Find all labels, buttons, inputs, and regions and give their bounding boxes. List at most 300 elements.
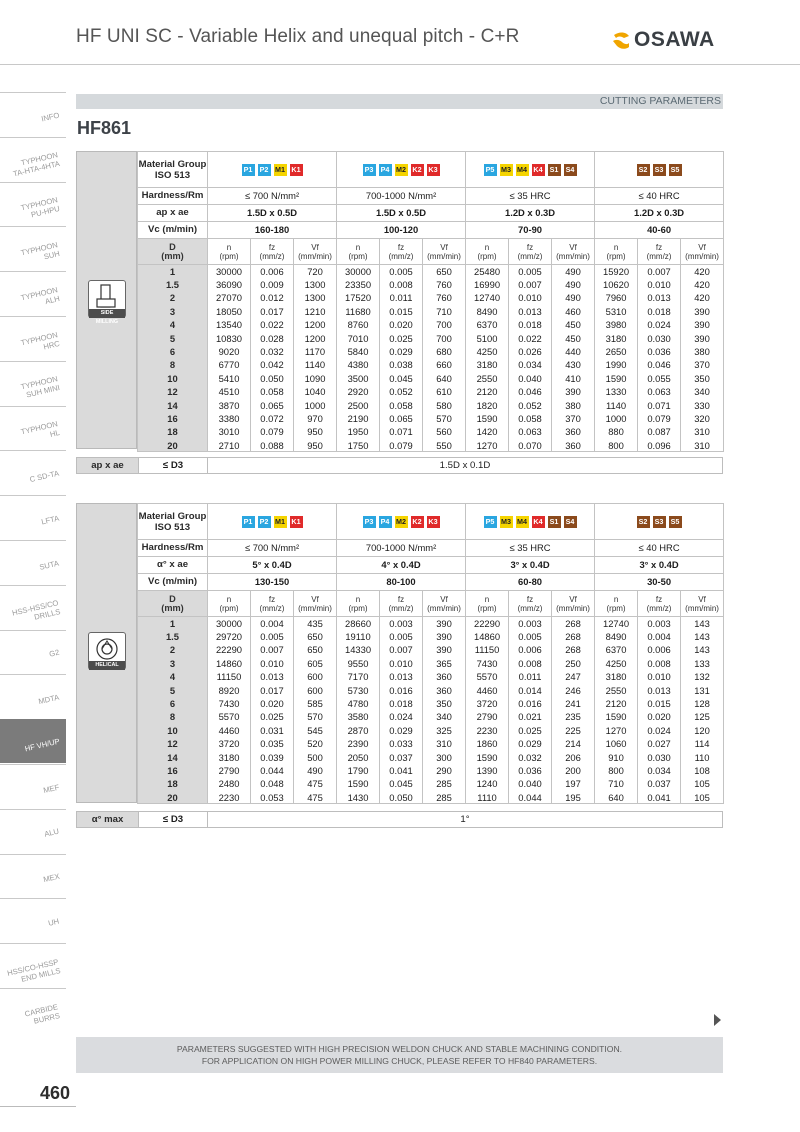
side-tab-label: TYPHOON PU-HPU [20,195,62,220]
table-cell: 0.096 [638,439,681,452]
table-cell: 225 [552,724,595,737]
section-title: CUTTING PARAMETERS [599,95,721,107]
material-chip: K2 [412,516,422,526]
side-tab-label: TYPHOON TA-HTA-4HTA [12,150,62,179]
table-row [138,657,724,670]
table-cell: 12740 [466,291,509,304]
table-cell: 360 [423,670,466,683]
table-cell: 11150 [466,643,509,656]
table-cell: 1420 [466,425,509,438]
table-cell: 6370 [466,318,509,331]
table-cell: 0.013 [380,670,423,683]
material-chip-group [484,516,577,528]
table-cell: 0.007 [380,643,423,656]
table-cell: 23350 [337,278,380,291]
table-cell: 380 [552,398,595,411]
table-cell: 120 [681,724,724,737]
table-cell: 0.034 [509,358,552,371]
table-cell: 5310 [595,305,638,318]
table-cell: 500 [294,750,337,763]
table-cell: 9020 [208,345,251,358]
table-cell: 550 [423,439,466,452]
material-chip: S2 [637,516,650,528]
table-cell: 14860 [208,657,251,670]
table-cell: 970 [294,412,337,425]
side-tab-label: MEF [42,782,61,795]
table-cell: 320 [681,412,724,425]
table-cell: 1590 [595,372,638,385]
material-chip: S1 [548,516,561,528]
table-cell: 0.045 [380,777,423,790]
table-cell: 650 [294,630,337,643]
table-cell: 640 [595,791,638,804]
table-cell: 3180 [595,331,638,344]
table-cell: 246 [552,683,595,696]
table-cell: 560 [423,425,466,438]
material-chip-group [363,516,440,528]
table-cell: 0.010 [638,278,681,291]
table-cell: 0.020 [638,710,681,723]
table-cell: 0.044 [509,791,552,804]
table-row [138,630,724,643]
table-cell: 0.046 [638,358,681,371]
feed-per-tooth-header: fz (mm/z) [251,239,294,265]
cutting-speed-value: 130-150 [208,574,337,591]
table-cell: 0.017 [251,683,294,696]
side-tab-12[interactable] [0,585,66,629]
table-cell: 0.018 [638,305,681,318]
table-cell: 390 [423,630,466,643]
table-row [138,345,724,358]
diameter-cell: 8 [138,358,208,371]
table-cell: 3720 [208,737,251,750]
side-tab-9[interactable] [0,450,66,494]
side-tab-1[interactable] [0,92,66,136]
table-cell: 2790 [466,710,509,723]
table-cell: 0.027 [638,737,681,750]
table-cell: 585 [294,697,337,710]
table-cell: 430 [552,358,595,371]
table-cell: 0.048 [251,777,294,790]
side-tab-8[interactable] [0,406,66,450]
speed-header: n (rpm) [466,239,509,265]
side-tab-5[interactable] [0,271,66,315]
hardness-value: ≤ 700 N/mm² [208,188,337,205]
table-cell: 0.024 [638,318,681,331]
table-cell: 0.029 [380,345,423,358]
side-tab-10[interactable] [0,495,66,539]
helical-panel [76,503,723,803]
side-milling-icon [88,280,126,325]
table-cell: 0.030 [638,331,681,344]
side-tab-21[interactable] [0,988,66,1032]
table-cell: 3580 [337,710,380,723]
table-cell: 1200 [294,318,337,331]
table-cell: 0.021 [509,710,552,723]
table-cell: 25480 [466,265,509,278]
table-cell: 1000 [294,398,337,411]
diameter-cell: 20 [138,791,208,804]
table-cell: 1200 [294,331,337,344]
table-cell: 0.052 [509,398,552,411]
table-row [138,737,724,750]
material-chip: S1 [548,164,561,176]
table-cell: 0.025 [509,724,552,737]
table-cell: 1210 [294,305,337,318]
table-cell: 0.020 [251,697,294,710]
table-row [138,318,724,331]
table-cell: 2500 [337,398,380,411]
speed-header: n (rpm) [208,239,251,265]
table-cell: 8760 [337,318,380,331]
table-cell: 105 [681,791,724,804]
table-cell: 114 [681,737,724,750]
side-tab-14[interactable] [0,674,66,718]
table-cell: 390 [423,617,466,630]
table-row [138,643,724,656]
feed-rate-header: Vf (mm/min) [423,239,466,265]
next-page-arrow-icon[interactable] [714,1014,721,1026]
diameter-cell: 5 [138,331,208,344]
table-cell: 0.058 [509,412,552,425]
table-cell: 0.058 [380,398,423,411]
side-tab-3[interactable] [0,182,66,226]
table-cell: 2120 [466,385,509,398]
table-cell: 490 [552,291,595,304]
diameter-cell: 5 [138,683,208,696]
table-cell: 235 [552,710,595,723]
table-row [138,278,724,291]
table-cell: 9550 [337,657,380,670]
cutting-speed-value: 30-50 [595,574,724,591]
material-group-row [138,504,724,540]
table-cell: 0.022 [251,318,294,331]
table-cell: 0.005 [509,265,552,278]
speed-header: n (rpm) [337,239,380,265]
diameter-header: D (mm) [138,239,208,265]
material-chip: P1 [242,516,255,528]
side-tab-17[interactable] [0,809,66,853]
cutting-speed-value: 60-80 [466,574,595,591]
table-cell: 410 [552,372,595,385]
table-cell: 0.029 [509,737,552,750]
table-row [138,385,724,398]
table-cell: 1270 [466,439,509,452]
table-cell: 3180 [208,750,251,763]
feed-per-tooth-header: fz (mm/z) [380,239,423,265]
table-cell: 0.007 [509,278,552,291]
table-cell: 380 [681,345,724,358]
table-cell: 0.036 [509,764,552,777]
table-cell: 0.071 [380,425,423,438]
feed-rate-header: Vf (mm/min) [294,239,337,265]
table-cell: 0.005 [380,630,423,643]
table-cell: 6370 [595,643,638,656]
cutting-speed-value: 100-120 [337,222,466,239]
side-tab-label: HF VH/UP [23,736,61,754]
material-chip: K4 [533,164,543,174]
table-cell: 10620 [595,278,638,291]
table-cell: 340 [423,710,466,723]
header-divider [0,64,800,65]
cutting-speed-row [138,222,724,239]
table-cell: 0.028 [251,331,294,344]
diameter-cell: 12 [138,737,208,750]
hardness-value: ≤ 35 HRC [466,540,595,557]
table-cell: 214 [552,737,595,750]
engagement-row [138,205,724,222]
footer-note [76,1037,723,1073]
table-cell: 1820 [466,398,509,411]
engagement-row [138,557,724,574]
material-chip: S3 [653,516,666,528]
table-cell: 310 [423,737,466,750]
material-chip-group [637,516,682,528]
side-milling-panel [76,151,723,449]
table-cell: 760 [423,291,466,304]
engagement-label: α° x ae [138,557,208,574]
table-cell: 360 [423,683,466,696]
table-cell: 0.038 [380,358,423,371]
side-tab-6[interactable] [0,316,66,360]
table-cell: 0.042 [251,358,294,371]
side-tab-19[interactable] [0,898,66,942]
table-cell: 420 [681,291,724,304]
table-cell: 2230 [466,724,509,737]
table-cell: 570 [294,710,337,723]
table-cell: 14860 [466,630,509,643]
osawa-logo [610,28,715,52]
material-group-chips [208,504,337,540]
table-cell: 300 [423,750,466,763]
table-cell: 197 [552,777,595,790]
material-chip: K2 [412,164,422,174]
table-cell: 2480 [208,777,251,790]
table-cell: 2870 [337,724,380,737]
cutting-speed-row [138,574,724,591]
table-cell: 0.008 [509,657,552,670]
table-cell: 108 [681,764,724,777]
side-tab-13[interactable] [0,630,66,674]
table-row [138,265,724,278]
table-cell: 605 [294,657,337,670]
hardness-value: ≤ 40 HRC [595,540,724,557]
diameter-cell: 16 [138,764,208,777]
side-tab-18[interactable] [0,854,66,898]
table-cell: 143 [681,643,724,656]
table-cell: 435 [294,617,337,630]
table-cell: 30000 [208,265,251,278]
material-chip: P5 [484,516,497,528]
table-cell: 3870 [208,398,251,411]
table-cell: 390 [681,305,724,318]
table-cell: 247 [552,670,595,683]
table-cell: 0.011 [380,291,423,304]
table-cell: 105 [681,777,724,790]
table-row [138,683,724,696]
table-cell: 3010 [208,425,251,438]
side-tab-7[interactable] [0,361,66,405]
hardness-row [138,540,724,557]
table-cell: 0.006 [251,265,294,278]
table-row [138,697,724,710]
side-tab-4[interactable] [0,226,66,270]
table-cell: 0.063 [509,425,552,438]
helical-parameters-table [137,503,724,804]
table-cell: 1860 [466,737,509,750]
cutting-speed-label: Vc (m/min) [138,222,208,239]
table-cell: 16990 [466,278,509,291]
table-cell: 390 [423,643,466,656]
table-cell: 310 [681,439,724,452]
table-cell: 0.004 [638,630,681,643]
table-cell: 1090 [294,372,337,385]
table-cell: 268 [552,643,595,656]
table-cell: 0.003 [509,617,552,630]
table-cell: 8490 [595,630,638,643]
diameter-cell: 4 [138,318,208,331]
material-chip: S4 [564,516,577,528]
table-cell: 2650 [595,345,638,358]
table-cell: 0.011 [509,670,552,683]
table-cell: 0.031 [251,724,294,737]
table-cell: 5570 [208,710,251,723]
table-cell: 0.050 [251,372,294,385]
table-cell: 0.050 [380,791,423,804]
table-cell: 0.070 [509,439,552,452]
table-cell: 10830 [208,331,251,344]
table-cell: 0.013 [509,305,552,318]
material-chip: P2 [258,516,271,528]
engagement-value: 4° x 0.4D [337,557,466,574]
table-cell: 0.024 [638,724,681,737]
table-cell: 27070 [208,291,251,304]
table-cell: 0.034 [638,764,681,777]
table-cell: 3380 [208,412,251,425]
table-cell: 1140 [595,398,638,411]
table-cell: 128 [681,697,724,710]
table-cell: 370 [681,358,724,371]
table-cell: 13540 [208,318,251,331]
table-cell: 0.008 [638,657,681,670]
table-cell: 7430 [208,697,251,710]
table-cell: 1300 [294,291,337,304]
side-tab-15[interactable] [0,719,66,763]
alpha-max-summary-row [76,811,723,828]
material-group-chips [466,152,595,188]
cutting-speed-value: 70-90 [466,222,595,239]
table-cell: 390 [681,318,724,331]
table-cell: 0.010 [251,657,294,670]
table-cell: 910 [595,750,638,763]
table-cell: 760 [423,278,466,291]
table-cell: 1590 [466,412,509,425]
summary-value: 1.5D x 0.1D [439,460,491,471]
material-chip: M3 [501,516,512,526]
side-tab-11[interactable] [0,540,66,584]
table-cell: 475 [294,777,337,790]
side-tab-label: ALU [43,826,61,840]
feed-per-tooth-header: fz (mm/z) [638,591,681,617]
table-cell: 310 [681,425,724,438]
table-cell: 1590 [337,777,380,790]
table-cell: 110 [681,750,724,763]
material-chip: M1 [275,516,286,526]
table-cell: 0.006 [638,643,681,656]
table-cell: 475 [294,791,337,804]
table-cell: 0.032 [509,750,552,763]
speed-header: n (rpm) [595,591,638,617]
diameter-cell: 10 [138,724,208,737]
column-header-row [138,591,724,617]
material-chip: S3 [653,164,666,176]
side-tab-2[interactable] [0,137,66,181]
table-cell: 545 [294,724,337,737]
speed-header: n (rpm) [595,239,638,265]
table-cell: 22290 [466,617,509,630]
material-chip: M4 [517,516,528,526]
cutting-speed-label: Vc (m/min) [138,574,208,591]
feed-per-tooth-header: fz (mm/z) [509,591,552,617]
table-row [138,291,724,304]
material-chip: K1 [291,164,301,174]
ap-ae-summary-row [76,457,723,474]
material-chip: P5 [484,164,497,176]
diameter-cell: 1 [138,617,208,630]
side-tab-label: UH [47,916,61,928]
material-chip: S5 [669,164,682,176]
helical-label: HELICAL [89,661,125,670]
side-tab-label: C SD-TA [28,468,61,484]
table-cell: 1170 [294,345,337,358]
table-cell: 660 [423,358,466,371]
table-cell: 1430 [337,791,380,804]
side-tab-16[interactable] [0,764,66,808]
hardness-row [138,188,724,205]
table-cell: 2190 [337,412,380,425]
table-cell: 0.033 [380,737,423,750]
material-group-label: Material Group ISO 513 [138,152,208,188]
side-tab-20[interactable] [0,943,66,987]
feed-rate-header: Vf (mm/min) [552,239,595,265]
table-cell: 7170 [337,670,380,683]
table-cell: 4250 [595,657,638,670]
table-cell: 490 [552,278,595,291]
side-milling-parameters-table [137,151,724,452]
table-cell: 0.041 [380,764,423,777]
table-cell: 15920 [595,265,638,278]
table-cell: 650 [423,265,466,278]
table-cell: 268 [552,630,595,643]
side-tab-label: LFTA [40,513,61,527]
table-row [138,372,724,385]
table-row [138,305,724,318]
table-cell: 0.037 [380,750,423,763]
table-cell: 0.040 [509,372,552,385]
table-cell: 1060 [595,737,638,750]
table-cell: 0.010 [380,657,423,670]
table-cell: 1590 [466,750,509,763]
table-cell: 950 [294,425,337,438]
table-cell: 700 [423,318,466,331]
speed-header: n (rpm) [466,591,509,617]
diameter-cell: 14 [138,750,208,763]
table-cell: 4780 [337,697,380,710]
material-group-label: Material Group ISO 513 [138,504,208,540]
material-group-row [138,152,724,188]
table-cell: 200 [552,764,595,777]
table-cell: 340 [681,385,724,398]
